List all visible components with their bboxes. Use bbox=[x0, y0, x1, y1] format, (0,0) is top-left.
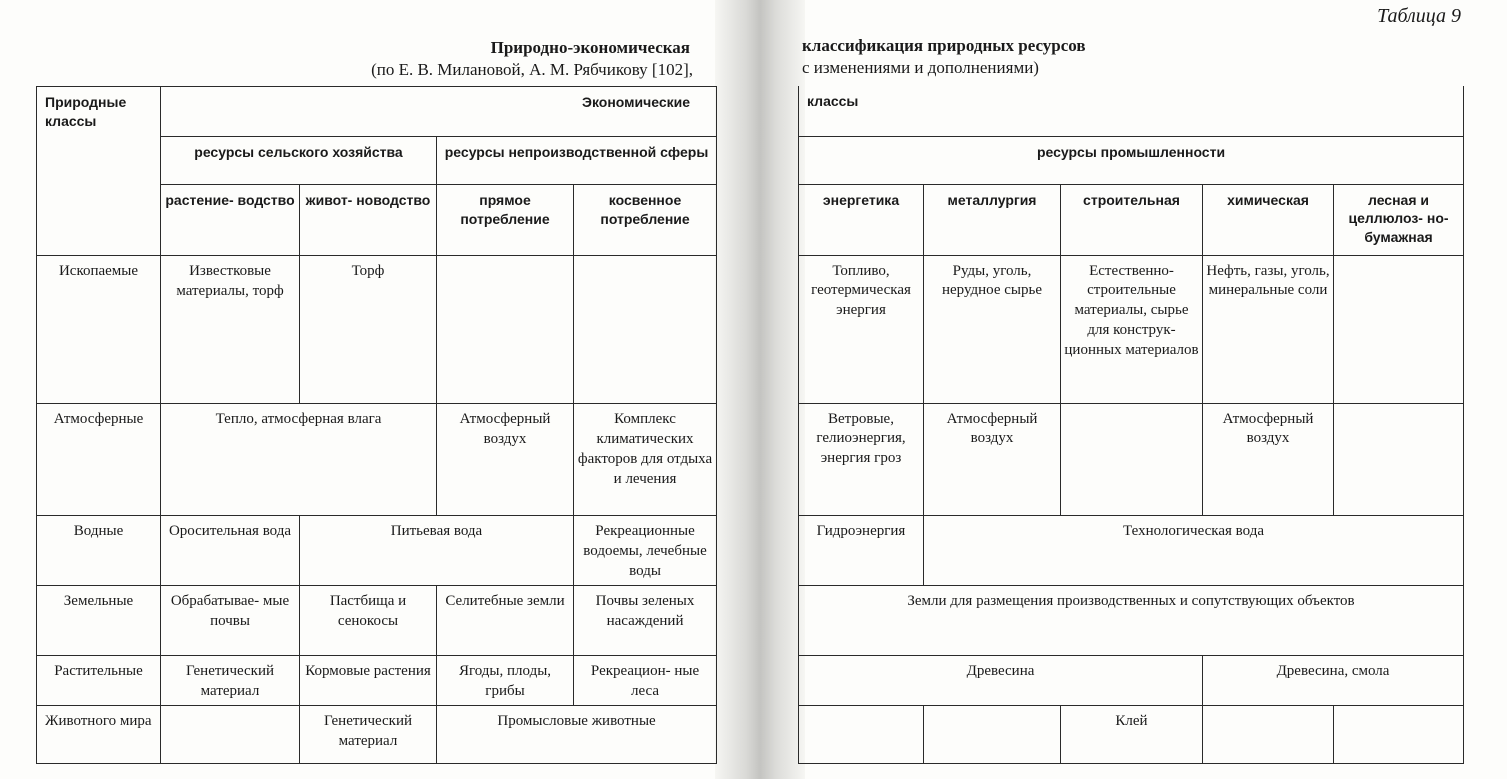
cell-plantres-direct: Ягоды, плоды, грибы bbox=[437, 656, 574, 706]
table-row bbox=[799, 515, 1464, 585]
agri-group-header: ресурсы сельского хозяйства bbox=[161, 137, 437, 185]
cell-atmo-direct: Атмосферный воздух bbox=[437, 404, 574, 516]
cell-empty bbox=[799, 705, 924, 763]
row-label-water: Водные bbox=[37, 516, 161, 586]
table-row bbox=[799, 255, 1464, 403]
cell-empty bbox=[1061, 403, 1203, 515]
cell-empty bbox=[1334, 255, 1464, 403]
cell-land-animal: Пастбища и сенокосы bbox=[300, 586, 437, 656]
cell-land-direct: Селитебные земли bbox=[437, 586, 574, 656]
title-right-bold: классификация природных ресурсов bbox=[802, 36, 1086, 55]
col-plant-header: растение- водство bbox=[161, 185, 300, 256]
table-right bbox=[798, 86, 1464, 764]
cell-fossil-chem: Нефть, газы, уголь, минеральные соли bbox=[1203, 255, 1334, 403]
row-label-atmo: Атмосферные bbox=[37, 404, 161, 516]
cell-atmo-chem: Атмосферный воздух bbox=[1203, 403, 1334, 515]
cell-water-industry: Технологическая вода bbox=[924, 515, 1464, 585]
table-row bbox=[799, 655, 1464, 705]
col-animal-header: живот- новодство bbox=[300, 185, 437, 256]
natural-classes-header: Природные классы bbox=[37, 87, 161, 256]
economic-header-left: Экономические bbox=[161, 87, 717, 137]
table-row bbox=[799, 136, 1464, 184]
col-energy-header: энергетика bbox=[799, 184, 924, 255]
cell-water-energy: Гидроэнергия bbox=[799, 515, 924, 585]
table-row bbox=[799, 86, 1464, 136]
row-label-land: Земельные bbox=[37, 586, 161, 656]
col-direct-header: прямое потребление bbox=[437, 185, 574, 256]
cell-fauna-nonprod: Промысловые животные bbox=[437, 706, 717, 764]
table-number: Таблица 9 bbox=[1377, 5, 1461, 27]
cell-empty bbox=[437, 256, 574, 404]
cell-fossil-energy: Топливо, геотермическая энергия bbox=[799, 255, 924, 403]
cell-land-indirect: Почвы зеленых насаждений bbox=[574, 586, 717, 656]
cell-plantres-plant: Генетический материал bbox=[161, 656, 300, 706]
cell-plantres-wood: Древесина bbox=[799, 655, 1203, 705]
cell-empty bbox=[1334, 705, 1464, 763]
nonprod-group-header: ресурсы непроизводственной сферы bbox=[437, 137, 717, 185]
title-left-sub: (по Е. В. Милановой, А. М. Рябчикову [102], bbox=[371, 60, 693, 79]
cell-water-plant: Оросительная вода bbox=[161, 516, 300, 586]
cell-fauna-build: Клей bbox=[1061, 705, 1203, 763]
row-label-fauna: Животного мира bbox=[37, 706, 161, 764]
cell-plantres-indirect: Рекреацион- ные леса bbox=[574, 656, 717, 706]
economic-header-right: классы bbox=[799, 86, 1464, 136]
table-row bbox=[37, 516, 717, 586]
col-forest-header: лесная и целлюлоз- но-бумажная bbox=[1334, 184, 1464, 255]
cell-empty bbox=[1203, 705, 1334, 763]
cell-atmo-indirect: Комплекс климатических факторов для отдыха и лечения bbox=[574, 404, 717, 516]
cell-empty bbox=[924, 705, 1061, 763]
title-left-bold: Природно-экономическая bbox=[490, 38, 690, 57]
cell-atmo-agri: Тепло, атмосферная влага bbox=[161, 404, 437, 516]
table-row bbox=[37, 656, 717, 706]
col-chem-header: химическая bbox=[1203, 184, 1334, 255]
cell-fossil-animal: Торф bbox=[300, 256, 437, 404]
cell-land-industry: Земли для размещения производственных и сопутствующих объектов bbox=[799, 585, 1464, 655]
cell-plantres-animal: Кормовые растения bbox=[300, 656, 437, 706]
col-build-header: строительная bbox=[1061, 184, 1203, 255]
table-row bbox=[37, 706, 717, 764]
cell-water-indirect: Рекреационные водоемы, лечебные воды bbox=[574, 516, 717, 586]
cell-empty bbox=[1334, 403, 1464, 515]
cell-atmo-metal: Атмосферный воздух bbox=[924, 403, 1061, 515]
table-row bbox=[799, 705, 1464, 763]
cell-atmo-energy: Ветровые, гелиоэнергия, энергия гроз bbox=[799, 403, 924, 515]
cell-fauna-animal: Генетический материал bbox=[300, 706, 437, 764]
row-label-plantres: Растительные bbox=[37, 656, 161, 706]
industry-group-header: ресурсы промышленности bbox=[799, 136, 1464, 184]
cell-fossil-build: Естественно- строительные материалы, сырье для конструк- ционных материалов bbox=[1061, 255, 1203, 403]
table-left bbox=[36, 86, 717, 764]
table-row bbox=[37, 586, 717, 656]
table-row bbox=[799, 403, 1464, 515]
table-row bbox=[37, 404, 717, 516]
table-row bbox=[37, 87, 717, 137]
col-metal-header: металлургия bbox=[924, 184, 1061, 255]
cell-empty bbox=[161, 706, 300, 764]
table-row bbox=[37, 256, 717, 404]
cell-land-plant: Обрабатывае- мые почвы bbox=[161, 586, 300, 656]
cell-empty bbox=[574, 256, 717, 404]
table-row bbox=[799, 585, 1464, 655]
col-indirect-header: косвенное потребление bbox=[574, 185, 717, 256]
cell-water-drink: Питьевая вода bbox=[300, 516, 574, 586]
table-row bbox=[799, 184, 1464, 255]
cell-plantres-wood-resin: Древесина, смола bbox=[1203, 655, 1464, 705]
row-label-fossil: Ископаемые bbox=[37, 256, 161, 404]
cell-fossil-metal: Руды, уголь, нерудное сырье bbox=[924, 255, 1061, 403]
cell-fossil-plant: Известковые материалы, торф bbox=[161, 256, 300, 404]
title-right-sub: с изменениями и дополнениями) bbox=[802, 58, 1039, 77]
